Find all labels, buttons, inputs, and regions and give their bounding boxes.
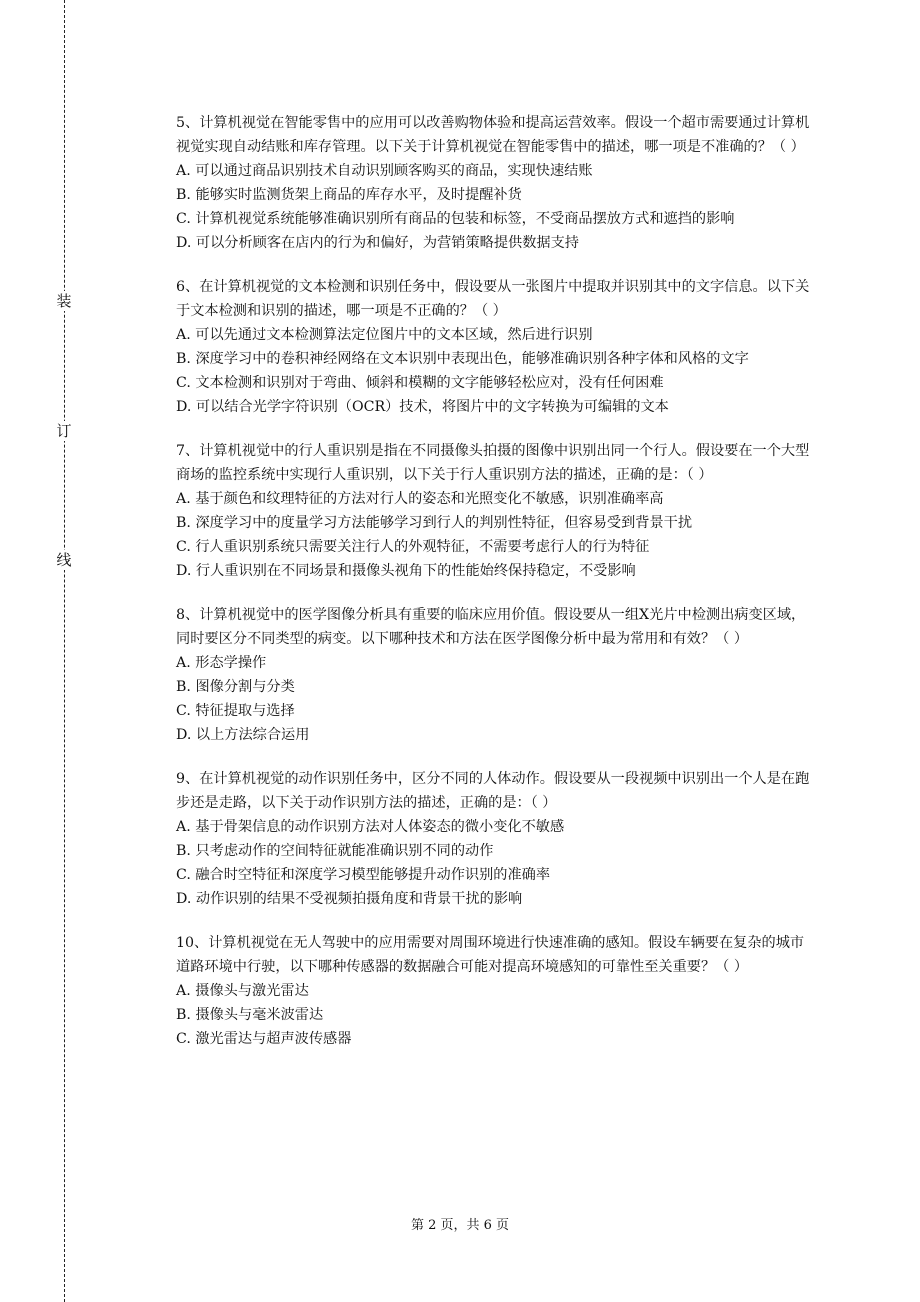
question-stem: 10、计算机视觉在无人驾驶中的应用需要对周围环境进行快速准确的感知。假设车辆要在复杂的城市道路环境中行驶，以下哪种传感器的数据融合可能对提高环境感知的可靠性至关重要？（ ） (176, 935, 805, 975)
option-c: C. 激光雷达与超声波传感器 (176, 1031, 352, 1047)
question-stem: 9、在计算机视觉的动作识别任务中，区分不同的人体动作。假设要从一段视频中识别出一个人是在跑步还是走路，以下关于动作识别方法的描述，正确的是：（ ） (176, 771, 810, 811)
binding-mark-xian: 线 (56, 551, 72, 569)
option-d: D. 行人重识别在不同场景和摄像头视角下的性能始终保持稳定，不受影响 (176, 563, 636, 579)
option-d: D. 动作识别的结果不受视频拍摄角度和背景干扰的影响 (176, 891, 523, 907)
option-a: A. 基于颜色和纹理特征的方法对行人的姿态和光照变化不敏感，识别准确率高 (176, 491, 664, 507)
option-b: B. 摄像头与毫米波雷达 (176, 1007, 324, 1023)
option-b: B. 深度学习中的卷积神经网络在文本识别中表现出色，能够准确识别各种字体和风格的文字 (176, 351, 749, 367)
option-b: B. 能够实时监测货架上商品的库存水平，及时提醒补货 (176, 187, 522, 203)
binding-dashed-line (64, 0, 65, 1302)
option-a: A. 摄像头与激光雷达 (176, 983, 309, 999)
option-a: A. 可以通过商品识别技术自动识别顾客购买的商品，实现快速结账 (176, 163, 593, 179)
question-9 (176, 767, 816, 911)
question-stem: 6、在计算机视觉的文本检测和识别任务中，假设要从一张图片中提取并识别其中的文字信息。以下关于文本检测和识别的描述，哪一项是不正确的？（ ） (176, 279, 810, 319)
option-c: C. 文本检测和识别对于弯曲、倾斜和模糊的文字能够轻松应对，没有任何困难 (176, 375, 664, 391)
question-6 (176, 275, 816, 419)
question-7 (176, 439, 816, 583)
option-b: B. 只考虑动作的空间特征就能准确识别不同的动作 (176, 843, 494, 859)
option-c: C. 计算机视觉系统能够准确识别所有商品的包装和标签，不受商品摆放方式和遮挡的影响 (176, 211, 735, 227)
option-a: A. 形态学操作 (176, 655, 267, 671)
option-c: C. 融合时空特征和深度学习模型能够提升动作识别的准确率 (176, 867, 551, 883)
option-d: D. 可以分析顾客在店内的行为和偏好，为营销策略提供数据支持 (176, 235, 579, 251)
option-a: A. 可以先通过文本检测算法定位图片中的文本区域，然后进行识别 (176, 327, 593, 343)
option-a: A. 基于骨架信息的动作识别方法对人体姿态的微小变化不敏感 (176, 819, 565, 835)
binding-mark-zhuang: 装 (56, 292, 72, 310)
option-d: D. 以上方法综合运用 (176, 727, 310, 743)
option-b: B. 图像分割与分类 (176, 679, 295, 695)
question-stem: 5、计算机视觉在智能零售中的应用可以改善购物体验和提高运营效率。假设一个超市需要通过计算机视觉实现自动结账和库存管理。以下关于计算机视觉在智能零售中的描述，哪一项是不准确的？（ ） (176, 115, 810, 155)
option-c: C. 行人重识别系统只需要关注行人的外观特征，不需要考虑行人的行为特征 (176, 539, 650, 555)
option-d: D. 可以结合光学字符识别（OCR）技术，将图片中的文字转换为可编辑的文本 (176, 399, 669, 415)
option-c: C. 特征提取与选择 (176, 703, 295, 719)
page-footer: 第 2 页，共 6 页 (410, 1218, 510, 1233)
question-5 (176, 111, 816, 255)
question-8 (176, 603, 816, 747)
option-b: B. 深度学习中的度量学习方法能够学习到行人的判别性特征，但容易受到背景干扰 (176, 515, 693, 531)
question-stem: 8、计算机视觉中的医学图像分析具有重要的临床应用价值。假设要从一组X光片中检测出病变区域，同时要区分不同类型的病变。以下哪种技术和方法在医学图像分析中最为常用和有效？（ ） (176, 607, 806, 647)
question-stem: 7、计算机视觉中的行人重识别是指在不同摄像头拍摄的图像中识别出同一个行人。假设要在一个大型商场的监控系统中实现行人重识别，以下关于行人重识别方法的描述，正确的是：（ ） (176, 443, 810, 483)
binding-mark-ding: 订 (56, 422, 72, 440)
question-list (176, 111, 816, 1071)
question-10 (176, 931, 816, 1051)
